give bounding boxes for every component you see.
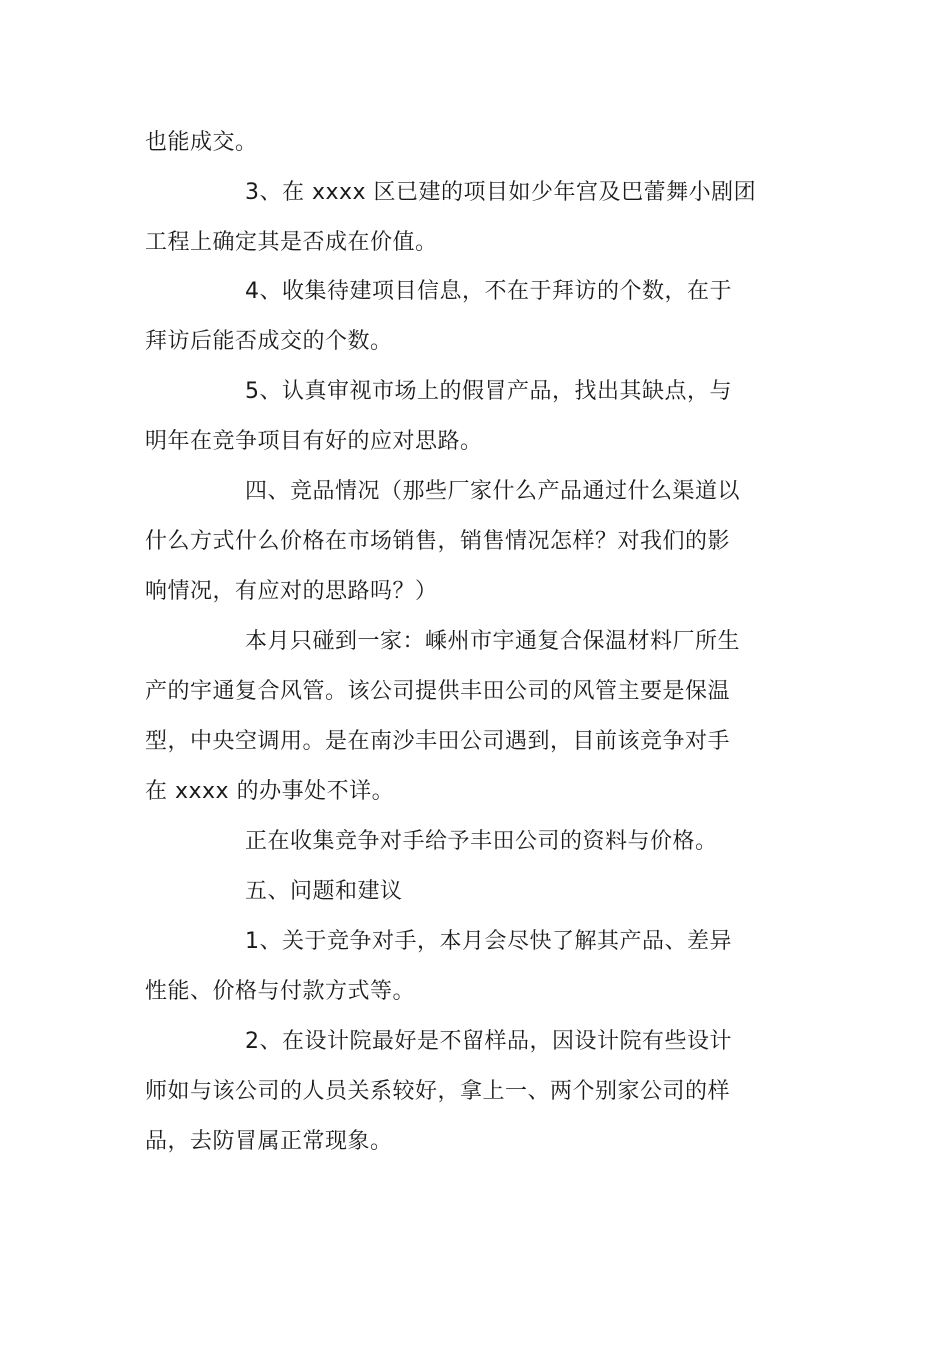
paragraph-line: 4、收集待建项目信息，不在于拜访的个数，在于	[245, 279, 732, 304]
paragraph-line: 响情况，有应对的思路吗？）	[145, 579, 438, 604]
paragraph-line: 2、在设计院最好是不留样品，因设计院有些设计	[245, 1029, 732, 1054]
paragraph-line: 师如与该公司的人员关系较好，拿上一、两个别家公司的样	[145, 1079, 731, 1104]
paragraph-line: 型，中央空调用。是在南沙丰田公司遇到，目前该竞争对手	[145, 729, 731, 754]
paragraph-line: 性能、价格与付款方式等。	[145, 979, 416, 1004]
paragraph-line: 品，去防冒属正常现象。	[145, 1129, 393, 1154]
paragraph-line: 也能成交。	[145, 130, 258, 155]
paragraph-line: 本月只碰到一家：嵊州市宇通复合保温材料厂所生	[245, 629, 741, 654]
paragraph-line: 拜访后能否成交的个数。	[145, 329, 393, 354]
paragraph-line: 明年在竞争项目有好的应对思路。	[145, 429, 483, 454]
section-heading: 四、竞品情况（那些厂家什么产品通过什么渠道以	[245, 479, 741, 504]
paragraph-line: 在 xxxx 的办事处不详。	[145, 779, 395, 804]
paragraph-line: 1、关于竞争对手，本月会尽快了解其产品、差异	[245, 929, 732, 954]
paragraph-line: 3、在 xxxx 区已建的项目如少年宫及巴蕾舞小剧团	[245, 180, 757, 205]
paragraph-line: 5、认真审视市场上的假冒产品，找出其缺点，与	[245, 379, 732, 404]
paragraph-line: 工程上确定其是否成在价值。	[145, 230, 438, 255]
paragraph-line: 产的宇通复合风管。该公司提供丰田公司的风管主要是保温	[145, 679, 731, 704]
paragraph-line: 正在收集竞争对手给予丰田公司的资料与价格。	[245, 829, 718, 854]
section-heading: 五、问题和建议	[245, 879, 403, 904]
paragraph-line: 什么方式什么价格在市场销售，销售情况怎样？对我们的影	[145, 529, 731, 554]
